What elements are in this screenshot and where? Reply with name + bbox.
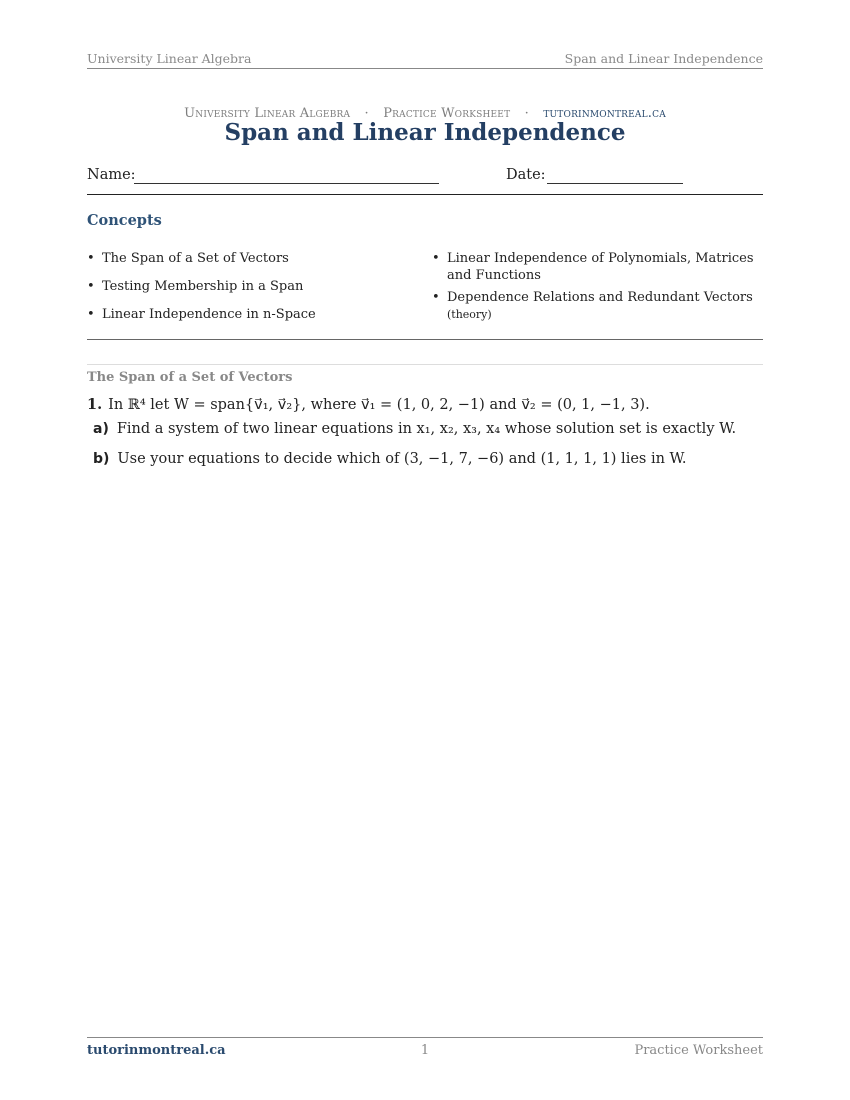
problem-text: In ℝ⁴ let W = span{v⃗₁, v⃗₂}, where v⃗₁ = (1, 0, 2, −1) and v⃗₂ = (0, 1, −1, 3).: [108, 397, 650, 413]
concepts-heading: Concepts: [87, 212, 162, 229]
part-label: b): [93, 451, 110, 467]
divider: [87, 339, 763, 340]
theory-tag: (theory): [447, 308, 492, 321]
footer-site-link[interactable]: tutorinmontreal.ca: [87, 1043, 226, 1058]
header-topic: Span and Linear Independence: [564, 51, 763, 66]
worksheet-page: [87, 0, 763, 1100]
kicker-site-link[interactable]: tutorinmontreal.ca: [543, 106, 666, 121]
list-item: • Linear Independence in n-Space: [87, 307, 316, 322]
bullet-icon: •: [432, 251, 440, 266]
kicker-separator: ·: [524, 106, 529, 121]
divider: [87, 1037, 763, 1038]
running-header: [87, 50, 763, 69]
page-title: Span and Linear Independence: [224, 119, 626, 146]
part-text: Find a system of two linear equations in x₁, x₂, x₃, x₄ whose solution set is exactly W.: [116, 421, 737, 437]
bullet-icon: •: [432, 290, 440, 305]
name-label: Name:: [87, 167, 136, 183]
part-text: Use your equations to decide which of (3, −1, 7, −6) and (1, 1, 1, 1) lies in W.: [117, 451, 687, 467]
student-fields: [87, 167, 763, 189]
problem-number: 1.: [87, 396, 103, 413]
section-title: The Span of a Set of Vectors: [87, 370, 293, 385]
date-field[interactable]: [547, 183, 683, 184]
list-item: • Linear Independence of Polynomials, Matrices and Functions: [432, 251, 754, 283]
divider: [87, 364, 763, 365]
name-field[interactable]: [134, 183, 439, 184]
problem-part: [93, 421, 763, 437]
part-label: a): [93, 421, 109, 437]
list-item: • Testing Membership in a Span: [87, 279, 304, 294]
kicker-course: University Linear Algebra: [184, 106, 351, 121]
concepts-list-right: [432, 250, 763, 328]
problem-part: [93, 451, 763, 467]
kicker-kind: Practice Worksheet: [383, 106, 511, 121]
bullet-icon: •: [87, 251, 95, 266]
header-course: University Linear Algebra: [87, 51, 252, 66]
footer-label: Practice Worksheet: [634, 1043, 763, 1058]
concepts-list-left: [87, 250, 407, 334]
date-label: Date:: [506, 167, 546, 183]
page-footer: [87, 1043, 763, 1061]
page-number: 1: [420, 1043, 430, 1058]
bullet-icon: •: [87, 307, 95, 322]
divider: [87, 194, 763, 195]
problem-stem: [87, 396, 763, 413]
bullet-icon: •: [87, 279, 95, 294]
list-item: • The Span of a Set of Vectors: [87, 251, 289, 266]
list-item: • Dependence Relations and Redundant Vectors (theory): [432, 290, 753, 321]
kicker-separator: ·: [364, 106, 369, 121]
